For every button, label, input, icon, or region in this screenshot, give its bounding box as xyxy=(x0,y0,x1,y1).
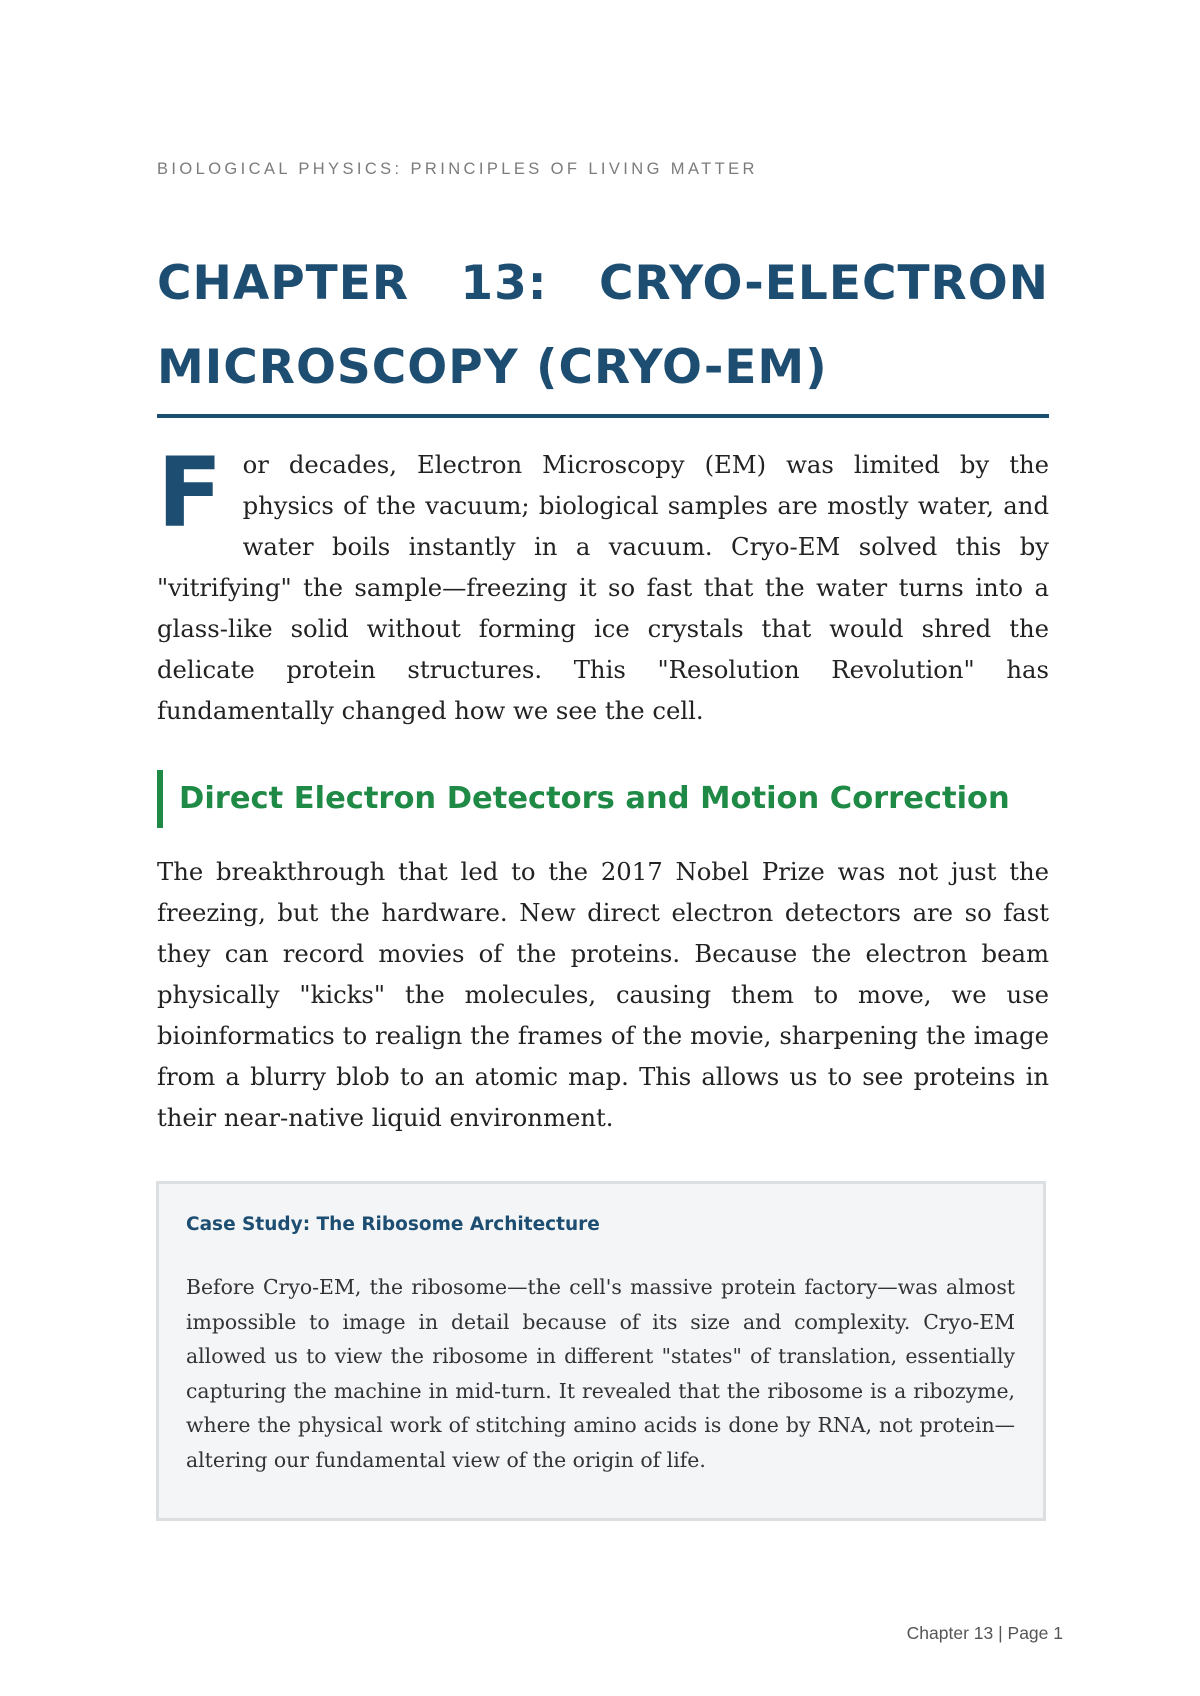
running-header: BIOLOGICAL PHYSICS: PRINCIPLES OF LIVING MATTER xyxy=(157,160,758,178)
page-footer: Chapter 13 | Page 1 xyxy=(906,1623,1063,1643)
case-study-box xyxy=(156,1181,1046,1521)
title-divider xyxy=(157,414,1049,418)
chapter-title: CHAPTER 13: CRYO-ELECTRON MICROSCOPY (CRYO-EM) xyxy=(157,256,1049,395)
drop-cap: F xyxy=(157,437,223,549)
case-study-title: Case Study: The Ribosome Architecture xyxy=(186,1214,600,1235)
intro-paragraph xyxy=(157,437,1049,731)
case-study-text: Before Cryo-EM, the ribosome—the cell's massive protein factory—was almost impossible to image in detail because of its size and complexity. Cryo-EM allowed us to view the ribosome in different "states" of translation, essentially capturing the machine in mid-turn. It revealed that the ribosome is a ribozyme, where the physical work of stitching amino acids is done by RNA, not protein—altering our fundamental view of the origin of life. xyxy=(186,1275,1015,1472)
section-heading: Direct Electron Detectors and Motion Correction xyxy=(157,770,1010,828)
intro-text: or decades, Electron Microscopy (EM) was limited by the physics of the vacuum; biological samples are mostly water, and water boils instantly in a vacuum. Cryo-EM solved this by "vitrifying" the sample—freezing it so fast that the water turns into a glass-like solid without forming ice crystals that would shred the delicate protein structures. This "Resolution Revolution" has fundamentally changed how we see the cell. xyxy=(157,450,1049,725)
section-paragraph: The breakthrough that led to the 2017 Nobel Prize was not just the freezing, but the hardware. New direct electron detectors are so fast they can record movies of the proteins. Because the electron beam physically "kicks" the molecules, causing them to move, we use bioinformatics to realign the frames of the movie, sharpening the image from a blurry blob to an atomic map. This allows us to see proteins in their near-native liquid environment. xyxy=(157,857,1049,1132)
